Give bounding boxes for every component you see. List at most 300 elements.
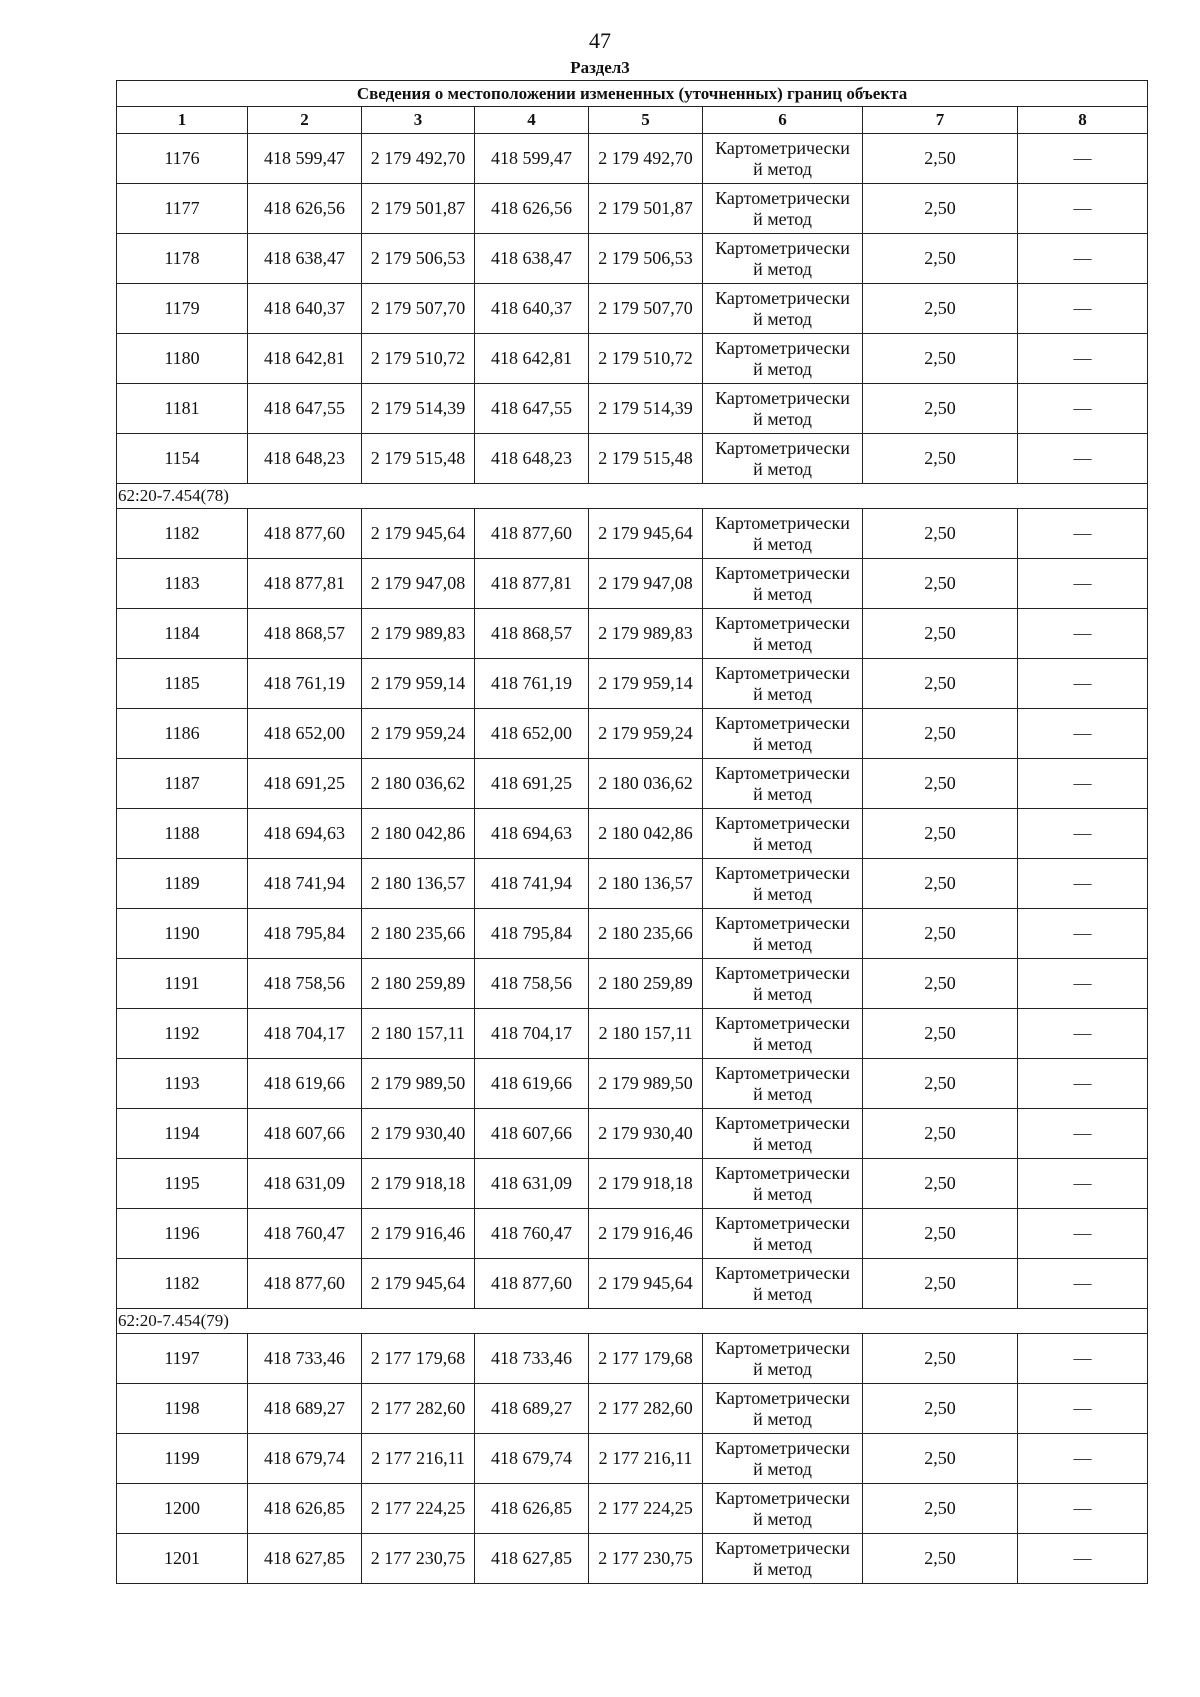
x-old-cell: 418 761,19 [248,659,362,709]
table-row [117,759,1148,809]
accuracy-cell: 2,50 [863,659,1018,709]
method-line: й метод [753,1408,812,1429]
method-cell [703,609,863,659]
x-old-cell: 418 689,27 [248,1384,362,1434]
y-new-cell: 2 177 216,11 [589,1434,703,1484]
y-old-cell: 2 179 506,53 [362,234,475,284]
x-new-cell: 418 877,60 [475,509,589,559]
accuracy-cell: 2,50 [863,234,1018,284]
point-number-cell: 1154 [117,434,248,484]
point-number-cell: 1196 [117,1209,248,1259]
point-number-cell: 1193 [117,1059,248,1109]
y-new-cell: 2 180 259,89 [589,959,703,1009]
point-number-cell: 1178 [117,234,248,284]
method-cell [703,559,863,609]
y-old-cell: 2 180 042,86 [362,809,475,859]
method-line: Картометрически [715,762,850,783]
x-old-cell: 418 704,17 [248,1009,362,1059]
point-number-cell: 1182 [117,509,248,559]
x-old-cell: 418 631,09 [248,1159,362,1209]
y-new-cell: 2 179 492,70 [589,134,703,184]
method-line: й метод [753,158,812,179]
x-old-cell: 418 733,46 [248,1334,362,1384]
y-new-cell: 2 179 918,18 [589,1159,703,1209]
accuracy-cell: 2,50 [863,1059,1018,1109]
x-new-cell: 418 760,47 [475,1209,589,1259]
column-header: 3 [362,107,475,134]
method-line: Картометрически [715,712,850,733]
point-number-cell: 1188 [117,809,248,859]
x-old-cell: 418 795,84 [248,909,362,959]
y-new-cell: 2 179 501,87 [589,184,703,234]
accuracy-cell: 2,50 [863,959,1018,1009]
method-cell [703,909,863,959]
method-line: й метод [753,983,812,1004]
description-cell: — [1018,184,1148,234]
x-old-cell: 418 599,47 [248,134,362,184]
x-old-cell: 418 640,37 [248,284,362,334]
table-row [117,184,1148,234]
accuracy-cell: 2,50 [863,1209,1018,1259]
x-new-cell: 418 626,85 [475,1484,589,1534]
method-line: й метод [753,1458,812,1479]
method-cell [703,509,863,559]
point-number-cell: 1186 [117,709,248,759]
description-cell: — [1018,1259,1148,1309]
accuracy-cell: 2,50 [863,334,1018,384]
method-line: Картометрически [715,562,850,583]
y-old-cell: 2 177 216,11 [362,1434,475,1484]
y-new-cell: 2 179 515,48 [589,434,703,484]
column-header: 2 [248,107,362,134]
x-new-cell: 418 741,94 [475,859,589,909]
x-old-cell: 418 877,60 [248,1259,362,1309]
method-line: Картометрически [715,812,850,833]
x-old-cell: 418 760,47 [248,1209,362,1259]
method-cell [703,1259,863,1309]
x-old-cell: 418 626,56 [248,184,362,234]
point-number-cell: 1185 [117,659,248,709]
x-old-cell: 418 607,66 [248,1109,362,1159]
x-new-cell: 418 599,47 [475,134,589,184]
method-line: Картометрически [715,612,850,633]
table-row [117,1009,1148,1059]
method-line: Картометрически [715,1062,850,1083]
method-line: Картометрически [715,862,850,883]
method-cell [703,1059,863,1109]
point-number-cell: 1199 [117,1434,248,1484]
accuracy-cell: 2,50 [863,1384,1018,1434]
x-old-cell: 418 626,85 [248,1484,362,1534]
description-cell: — [1018,559,1148,609]
y-old-cell: 2 179 918,18 [362,1159,475,1209]
table-row [117,1534,1148,1584]
method-line: Картометрически [715,1337,850,1358]
table-row [117,1109,1148,1159]
method-line: й метод [753,883,812,904]
method-cell [703,1484,863,1534]
accuracy-cell: 2,50 [863,859,1018,909]
method-line: й метод [753,1083,812,1104]
y-new-cell: 2 177 224,25 [589,1484,703,1534]
point-number-cell: 1198 [117,1384,248,1434]
point-number-cell: 1197 [117,1334,248,1384]
x-old-cell: 418 877,60 [248,509,362,559]
x-old-cell: 418 758,56 [248,959,362,1009]
method-cell [703,384,863,434]
y-old-cell: 2 179 989,83 [362,609,475,659]
description-cell: — [1018,1009,1148,1059]
y-new-cell: 2 180 235,66 [589,909,703,959]
accuracy-cell: 2,50 [863,1259,1018,1309]
x-old-cell: 418 619,66 [248,1059,362,1109]
x-new-cell: 418 691,25 [475,759,589,809]
y-old-cell: 2 180 235,66 [362,909,475,959]
y-new-cell: 2 180 157,11 [589,1009,703,1059]
y-new-cell: 2 179 510,72 [589,334,703,384]
x-new-cell: 418 877,60 [475,1259,589,1309]
y-old-cell: 2 177 179,68 [362,1334,475,1384]
coordinates-table [116,80,1148,1584]
method-line: Картометрически [715,1387,850,1408]
method-line: Картометрически [715,137,850,158]
y-old-cell: 2 179 515,48 [362,434,475,484]
description-cell: — [1018,1159,1148,1209]
y-old-cell: 2 179 959,24 [362,709,475,759]
table-row [117,284,1148,334]
point-number-cell: 1177 [117,184,248,234]
accuracy-cell: 2,50 [863,1534,1018,1584]
method-line: й метод [753,408,812,429]
description-cell: — [1018,759,1148,809]
accuracy-cell: 2,50 [863,1334,1018,1384]
y-old-cell: 2 179 916,46 [362,1209,475,1259]
point-number-cell: 1181 [117,384,248,434]
table-row [117,709,1148,759]
x-new-cell: 418 627,85 [475,1534,589,1584]
y-old-cell: 2 179 930,40 [362,1109,475,1159]
description-cell: — [1018,434,1148,484]
table-row [117,1059,1148,1109]
method-line: й метод [753,1508,812,1529]
table-row [117,959,1148,1009]
x-old-cell: 418 648,23 [248,434,362,484]
table-row [117,1334,1148,1384]
column-header: 7 [863,107,1018,134]
y-new-cell: 2 177 282,60 [589,1384,703,1434]
method-line: Картометрически [715,1537,850,1558]
y-old-cell: 2 179 501,87 [362,184,475,234]
method-line: Картометрически [715,1162,850,1183]
description-cell: — [1018,134,1148,184]
x-new-cell: 418 689,27 [475,1384,589,1434]
accuracy-cell: 2,50 [863,1109,1018,1159]
y-new-cell: 2 179 930,40 [589,1109,703,1159]
method-line: й метод [753,833,812,854]
y-old-cell: 2 179 989,50 [362,1059,475,1109]
method-cell [703,134,863,184]
point-number-cell: 1183 [117,559,248,609]
method-line: Картометрически [715,912,850,933]
accuracy-cell: 2,50 [863,1009,1018,1059]
column-header: 1 [117,107,248,134]
accuracy-cell: 2,50 [863,1434,1018,1484]
method-line: й метод [753,208,812,229]
method-line: й метод [753,583,812,604]
group-label: 62:20-7.454(78) [117,484,1148,509]
description-cell: — [1018,284,1148,334]
table-row [117,1209,1148,1259]
section-title: Раздел3 [570,58,630,77]
y-new-cell: 2 179 945,64 [589,1259,703,1309]
table-row [117,134,1148,184]
column-header: 4 [475,107,589,134]
description-cell: — [1018,1534,1148,1584]
description-cell: — [1018,384,1148,434]
method-cell [703,1159,863,1209]
y-old-cell: 2 179 945,64 [362,1259,475,1309]
x-new-cell: 418 761,19 [475,659,589,709]
method-cell [703,284,863,334]
y-new-cell: 2 179 916,46 [589,1209,703,1259]
table-row [117,1434,1148,1484]
method-cell [703,234,863,284]
method-line: й метод [753,358,812,379]
y-new-cell: 2 180 042,86 [589,809,703,859]
y-new-cell: 2 177 179,68 [589,1334,703,1384]
description-cell: — [1018,709,1148,759]
point-number-cell: 1176 [117,134,248,184]
method-cell [703,1109,863,1159]
x-new-cell: 418 733,46 [475,1334,589,1384]
method-line: Картометрически [715,962,850,983]
y-new-cell: 2 179 959,14 [589,659,703,709]
point-number-cell: 1187 [117,759,248,809]
method-line: Картометрически [715,1112,850,1133]
method-cell [703,709,863,759]
method-line: й метод [753,933,812,954]
y-new-cell: 2 179 989,50 [589,1059,703,1109]
page-number: 47 [589,28,611,53]
x-new-cell: 418 648,23 [475,434,589,484]
method-line: Картометрически [715,1012,850,1033]
method-line: Картометрически [715,1262,850,1283]
y-old-cell: 2 179 507,70 [362,284,475,334]
x-old-cell: 418 642,81 [248,334,362,384]
x-new-cell: 418 638,47 [475,234,589,284]
method-line: й метод [753,1033,812,1054]
group-row [117,1309,1148,1334]
y-old-cell: 2 177 282,60 [362,1384,475,1434]
method-line: й метод [753,533,812,554]
x-new-cell: 418 607,66 [475,1109,589,1159]
point-number-cell: 1195 [117,1159,248,1209]
y-new-cell: 2 179 514,39 [589,384,703,434]
method-line: Картометрически [715,437,850,458]
point-number-cell: 1179 [117,284,248,334]
method-cell [703,1384,863,1434]
accuracy-cell: 2,50 [863,609,1018,659]
accuracy-cell: 2,50 [863,809,1018,859]
point-number-cell: 1200 [117,1484,248,1534]
table-row [117,1484,1148,1534]
description-cell: — [1018,1434,1148,1484]
x-new-cell: 418 704,17 [475,1009,589,1059]
point-number-cell: 1184 [117,609,248,659]
point-number-cell: 1192 [117,1009,248,1059]
table-row [117,509,1148,559]
y-old-cell: 2 179 947,08 [362,559,475,609]
point-number-cell: 1189 [117,859,248,909]
description-cell: — [1018,1484,1148,1534]
description-cell: — [1018,1209,1148,1259]
description-cell: — [1018,809,1148,859]
method-line: Картометрически [715,1487,850,1508]
method-line: й метод [753,783,812,804]
method-line: Картометрически [715,237,850,258]
point-number-cell: 1190 [117,909,248,959]
column-header: 8 [1018,107,1148,134]
method-line: Картометрически [715,387,850,408]
column-header: 5 [589,107,703,134]
description-cell: — [1018,509,1148,559]
x-old-cell: 418 741,94 [248,859,362,909]
method-line: Картометрически [715,287,850,308]
y-new-cell: 2 179 947,08 [589,559,703,609]
description-cell: — [1018,859,1148,909]
accuracy-cell: 2,50 [863,909,1018,959]
method-line: й метод [753,633,812,654]
table-row [117,434,1148,484]
accuracy-cell: 2,50 [863,709,1018,759]
accuracy-cell: 2,50 [863,1484,1018,1534]
method-cell [703,1534,863,1584]
method-line: й метод [753,683,812,704]
x-new-cell: 418 758,56 [475,959,589,1009]
method-cell [703,959,863,1009]
method-cell [703,184,863,234]
method-line: Картометрически [715,187,850,208]
method-line: й метод [753,1133,812,1154]
accuracy-cell: 2,50 [863,759,1018,809]
method-line: й метод [753,1183,812,1204]
x-new-cell: 418 877,81 [475,559,589,609]
method-cell [703,434,863,484]
x-new-cell: 418 795,84 [475,909,589,959]
table-row [117,809,1148,859]
y-new-cell: 2 180 036,62 [589,759,703,809]
table-row [117,859,1148,909]
y-new-cell: 2 179 506,53 [589,234,703,284]
x-old-cell: 418 868,57 [248,609,362,659]
method-line: й метод [753,458,812,479]
accuracy-cell: 2,50 [863,184,1018,234]
method-line: й метод [753,1558,812,1579]
y-new-cell: 2 177 230,75 [589,1534,703,1584]
table-row [117,1259,1148,1309]
y-old-cell: 2 180 136,57 [362,859,475,909]
point-number-cell: 1180 [117,334,248,384]
x-old-cell: 418 691,25 [248,759,362,809]
method-line: й метод [753,1358,812,1379]
y-old-cell: 2 177 230,75 [362,1534,475,1584]
table-row [117,1384,1148,1434]
description-cell: — [1018,234,1148,284]
y-new-cell: 2 179 959,24 [589,709,703,759]
x-new-cell: 418 626,56 [475,184,589,234]
x-new-cell: 418 640,37 [475,284,589,334]
method-line: й метод [753,308,812,329]
description-cell: — [1018,959,1148,1009]
table-row [117,234,1148,284]
x-old-cell: 418 877,81 [248,559,362,609]
method-line: Картометрически [715,662,850,683]
x-old-cell: 418 652,00 [248,709,362,759]
x-old-cell: 418 647,55 [248,384,362,434]
description-cell: — [1018,1059,1148,1109]
y-new-cell: 2 179 945,64 [589,509,703,559]
description-cell: — [1018,1334,1148,1384]
table-row [117,909,1148,959]
x-new-cell: 418 631,09 [475,1159,589,1209]
method-cell [703,1009,863,1059]
accuracy-cell: 2,50 [863,509,1018,559]
method-line: й метод [753,1283,812,1304]
y-old-cell: 2 180 157,11 [362,1009,475,1059]
method-cell [703,1434,863,1484]
description-cell: — [1018,1384,1148,1434]
y-old-cell: 2 179 514,39 [362,384,475,434]
table-caption-row [117,81,1148,107]
table-row [117,559,1148,609]
accuracy-cell: 2,50 [863,559,1018,609]
x-old-cell: 418 679,74 [248,1434,362,1484]
point-number-cell: 1182 [117,1259,248,1309]
method-cell [703,809,863,859]
x-old-cell: 418 694,63 [248,809,362,859]
description-cell: — [1018,659,1148,709]
accuracy-cell: 2,50 [863,284,1018,334]
accuracy-cell: 2,50 [863,384,1018,434]
description-cell: — [1018,1109,1148,1159]
method-cell [703,334,863,384]
column-header: 6 [703,107,863,134]
y-old-cell: 2 180 036,62 [362,759,475,809]
y-old-cell: 2 179 945,64 [362,509,475,559]
method-line: й метод [753,1233,812,1254]
group-row [117,484,1148,509]
y-new-cell: 2 179 507,70 [589,284,703,334]
group-label: 62:20-7.454(79) [117,1309,1148,1334]
table-header-row [117,107,1148,134]
method-cell [703,1334,863,1384]
method-line: Картометрически [715,1437,850,1458]
description-cell: — [1018,909,1148,959]
accuracy-cell: 2,50 [863,1159,1018,1209]
method-line: й метод [753,733,812,754]
method-cell [703,659,863,709]
method-cell [703,859,863,909]
point-number-cell: 1194 [117,1109,248,1159]
method-line: й метод [753,258,812,279]
x-new-cell: 418 868,57 [475,609,589,659]
x-new-cell: 418 647,55 [475,384,589,434]
method-line: Картометрически [715,512,850,533]
y-old-cell: 2 179 510,72 [362,334,475,384]
y-old-cell: 2 177 224,25 [362,1484,475,1534]
y-new-cell: 2 179 989,83 [589,609,703,659]
accuracy-cell: 2,50 [863,434,1018,484]
